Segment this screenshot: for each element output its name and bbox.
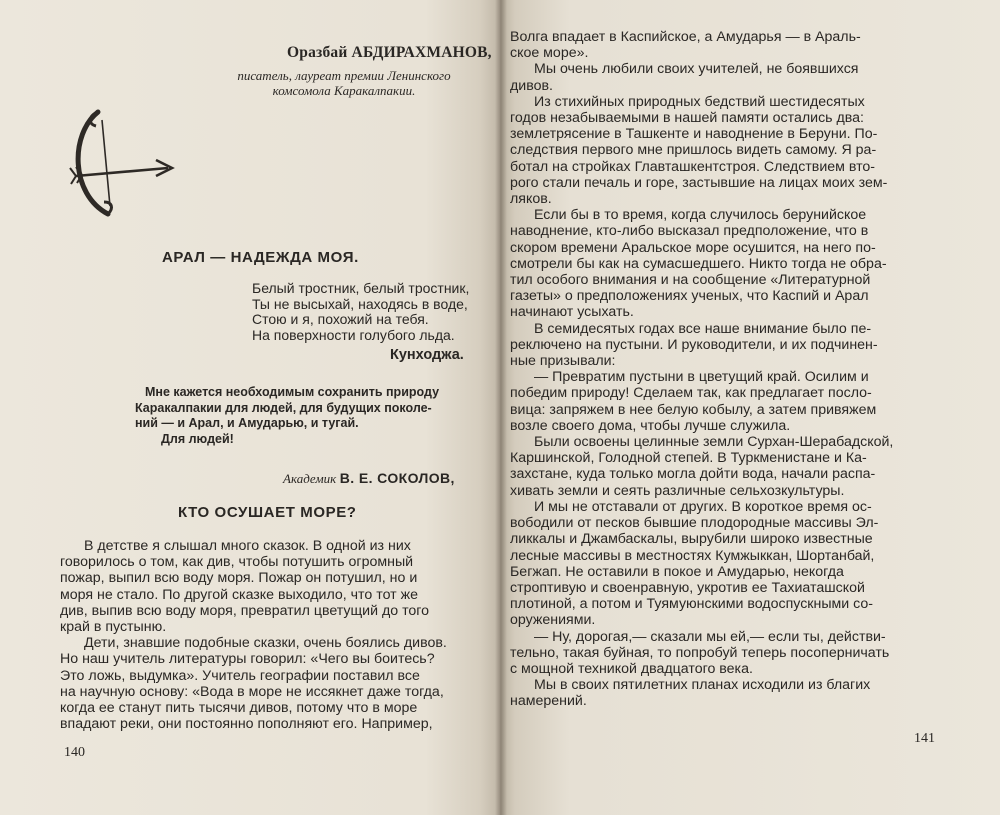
poem-line: Ты не высыхай, находясь в воде, bbox=[252, 295, 468, 312]
text-line: следствия первого мне пришлось видеть самому. Я ра- bbox=[510, 142, 877, 159]
academic-name: В. Е. СОКОЛОВ, bbox=[339, 470, 455, 486]
author-name: Оразбай АБДИРАХМАНОВ, bbox=[287, 44, 492, 61]
author-desc-line: писатель, лауреат премии Ленинского bbox=[237, 68, 451, 83]
text-line: Но наш учитель литературы говорил: «Чего вы боитесь? bbox=[60, 651, 435, 668]
text-line: возле своего дома, чтобы лучше служила. bbox=[510, 417, 791, 434]
text-line: наводнение, кто-либо высказал предположение, что в bbox=[510, 223, 869, 240]
text-line: див, выпив всю воду моря, превратил цветущий до того bbox=[60, 602, 430, 619]
text-line: И мы не отставали от других. В короткое время ос- bbox=[534, 498, 872, 515]
text-line: вица: запряжем в нее белую кобылу, а затем привяжем bbox=[510, 401, 877, 418]
epigraph-line: Каракалпакии для людей, для будущих поколе- bbox=[135, 400, 432, 415]
text-line: когда ее станут пить тысячи дивов, потому что в море bbox=[60, 700, 418, 717]
text-line: начинают усыхать. bbox=[510, 304, 634, 321]
epigraph bbox=[135, 385, 480, 447]
text-line: Волга впадает в Каспийское, а Амударья — в Араль- bbox=[510, 29, 861, 45]
text-line: ликкалы и Джамбаскалы, вырубили широко известные bbox=[510, 531, 873, 548]
text-line: намерений. bbox=[510, 693, 587, 710]
text-line: годов незабываемыми в нашей памяти остались два: bbox=[510, 110, 865, 127]
text-line: вободили от песков бывшие плодородные массивы Эл- bbox=[510, 515, 879, 532]
text-line: победим природу! Сделаем так, как предлагает посло- bbox=[510, 385, 872, 402]
text-line: Если бы в то время, когда случилось берунийское bbox=[534, 207, 867, 224]
author-desc-line: комсомола Каракалпакии. bbox=[272, 83, 416, 98]
text-line: Были освоены целинные земли Сурхан-Шерабадской, bbox=[534, 434, 894, 451]
text-line: Каршинской, Голодной степей. В Туркменистане и Ка- bbox=[510, 450, 867, 467]
text-line: В детстве я слышал много сказок. В одной из них bbox=[84, 538, 411, 554]
text-line: Это ложь, выдумка». Учитель географии поставил все bbox=[60, 667, 420, 684]
epigraph-line: ний — и Арал, и Амударью, и тугай. bbox=[135, 416, 359, 430]
book-gutter bbox=[495, 0, 507, 815]
text-line: Бегжап. Не оставили в покое и Амударью, некогда bbox=[510, 563, 844, 580]
essay-title: АРАЛ — НАДЕЖДА МОЯ. bbox=[162, 249, 359, 266]
text-line: моря не стало. По другой сказке выходило, что тот же bbox=[60, 586, 418, 603]
text-line: землетрясение в Ташкенте и наводнение в Беруни. По- bbox=[510, 126, 878, 143]
text-line: хивать земли и сеять различные сельхозкультуры. bbox=[510, 482, 845, 499]
text-line: ные призывали: bbox=[510, 353, 616, 370]
text-line: Мы в своих пятилетних планах исходили из благих bbox=[534, 677, 871, 694]
text-line: захстане, куда только могла дойти вода, начали распа- bbox=[510, 466, 876, 483]
poem-line: Стою и я, похожий на тебя. bbox=[252, 311, 429, 328]
text-line: говорилось о том, как див, чтобы потушить огромный bbox=[60, 554, 414, 571]
text-line: Из стихийных природных бедствий шестидесятых bbox=[534, 93, 865, 110]
text-line: — Ну, дорогая,— сказали мы ей,— если ты, действи- bbox=[534, 628, 886, 645]
text-line: ское море». bbox=[510, 45, 589, 62]
text-line: лесные массивы в местностях Кумжыккан, Шортанбай, bbox=[510, 547, 875, 564]
text-line: тил особого внимания и на сообщение «Литературной bbox=[510, 272, 871, 289]
text-line: — Превратим пустыни в цветущий край. Осилим и bbox=[534, 369, 869, 386]
text-line: скором времени Аральское море осушится, на него по- bbox=[510, 239, 876, 256]
academic-role: Академик bbox=[283, 471, 337, 486]
poem-line: На поверхности голубого льда. bbox=[252, 326, 455, 343]
text-line: ботал на стройках Главташкентстроя. Следствием вто- bbox=[510, 158, 876, 175]
right-page bbox=[500, 0, 1000, 815]
text-line: дивов. bbox=[510, 77, 553, 94]
text-line: впадают реки, они постоянно пополняют его. Например, bbox=[60, 716, 433, 733]
page-number: 141 bbox=[914, 731, 935, 746]
poem bbox=[252, 281, 487, 343]
text-line: В семидесятых годах все наше внимание было пе- bbox=[534, 320, 872, 337]
text-line: газеты» о предположениях ученых, что Каспий и Арал bbox=[510, 288, 869, 305]
left-body-text bbox=[60, 538, 480, 732]
text-line: с мощной техникой двадцатого века. bbox=[510, 660, 753, 677]
bow-and-arrow-icon bbox=[68, 104, 180, 220]
text-line: край в пустыню. bbox=[60, 619, 167, 636]
text-line: рого стали печаль и горе, застывшие на лицах моих зем- bbox=[510, 174, 888, 191]
text-line: реключено на пустыни. И руководители, и их подчинен- bbox=[510, 336, 878, 353]
academic-signature bbox=[283, 470, 455, 488]
text-line: Дети, знавшие подобные сказки, очень боялись дивов. bbox=[84, 635, 447, 652]
text-line: ляков. bbox=[510, 191, 552, 208]
text-line: смотрели бы как на сумасшедшего. Никто тогда не обра- bbox=[510, 255, 887, 272]
epigraph-line: Для людей! bbox=[161, 431, 234, 446]
text-line: на научную основу: «Вода в море не иссякнет даже тогда, bbox=[60, 683, 444, 700]
text-line: строптивую и своенравную, укротив ее Тахиаташской bbox=[510, 579, 865, 596]
poem-line: Белый тростник, белый тростник, bbox=[252, 280, 470, 296]
poem-author: Кунходжа. bbox=[390, 347, 464, 363]
text-line: плотиной, а потом и Туямуюнскими водоспускными со- bbox=[510, 596, 874, 613]
text-line: оружениями. bbox=[510, 612, 596, 629]
epigraph-line: Мне кажется необходимым сохранить природу bbox=[145, 385, 440, 399]
text-line: Мы очень любили своих учителей, не боявшихся bbox=[534, 61, 859, 78]
text-line: тельно, такая буйная, то попробуй теперь посоперничать bbox=[510, 644, 890, 661]
page-number: 140 bbox=[64, 745, 85, 760]
right-body-text bbox=[510, 29, 940, 710]
essay-2-title: КТО ОСУШАЕТ МОРЕ? bbox=[178, 504, 357, 521]
author-description bbox=[210, 68, 478, 98]
text-line: пожар, выпил всю воду моря. Пожар он потушил, но и bbox=[60, 570, 418, 587]
